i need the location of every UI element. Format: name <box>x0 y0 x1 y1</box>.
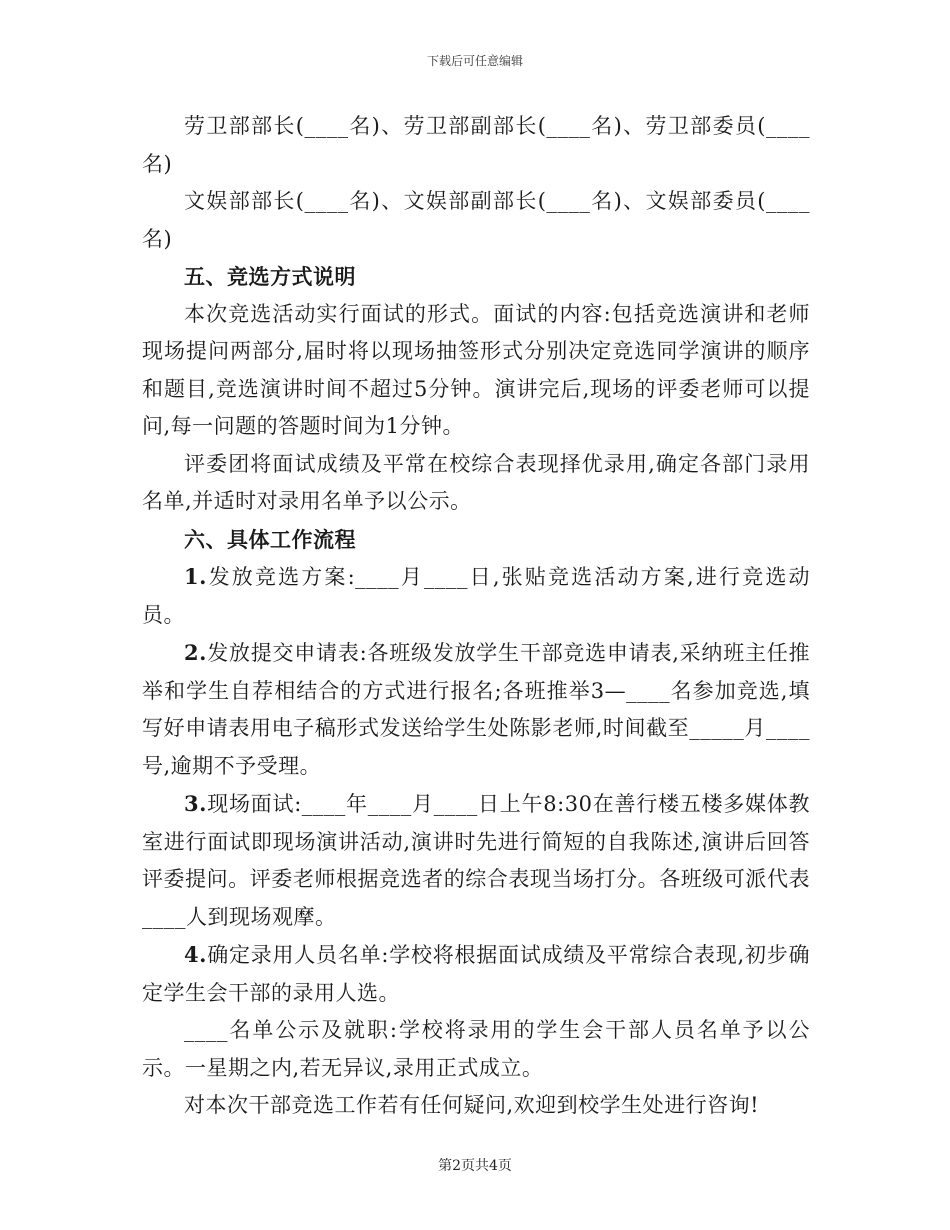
step-1: 1.发放竞选方案:____月____日,张贴竞选活动方案,进行竞选动员。 <box>142 564 810 627</box>
paragraph-contact: 对本次干部竞选工作若有任何疑问,欢迎到校学生处进行咨询! <box>184 1093 760 1117</box>
section-heading-5: 五、竞选方式说明 <box>184 264 356 289</box>
document-body <box>142 108 810 1125</box>
paragraph-publicity: ____名单公示及就职:学校将录用的学生会干部人员名单予以公示。一星期之内,若无异议,录用正式成立。 <box>142 1018 810 1080</box>
paragraph-labor-dept: 劳卫部部长(____名)、劳卫部副部长(____名)、劳卫部委员(____名) <box>142 114 810 176</box>
paragraph-election-method: 本次竞选活动实行面试的形式。面试的内容:包括竞选演讲和老师现场提问两部分,届时将以现场抽签形式分别决定竞选同学演讲的顺序和题目,竞选演讲时间不超过5分钟。演讲完后,现场的评委老师可以提问,每一问题的答题时间为1分钟。 <box>142 301 810 438</box>
paragraph-selection: 评委团将面试成绩及平常在校综合表现择优录用,确定各部门录用名单,并适时对录用名单予以公示。 <box>142 451 810 513</box>
section-heading-6: 六、具体工作流程 <box>184 526 356 552</box>
paragraph-entertainment-dept: 文娱部部长(____名)、文娱部副部长(____名)、文娱部委员(____名) <box>142 189 810 251</box>
step-4: 4.确定录用人员名单:学校将根据面试成绩及平常综合表现,初步确定学生会干部的录用人选。 <box>142 942 810 1005</box>
step-number: 1. <box>184 564 207 589</box>
step-2: 2.发放提交申请表:各班级发放学生干部竞选申请表,采纳班主任推举和学生自荐相结合的方式进行报名;各班推举3—____名参加竞选,填写好申请表用电子稿形式发送给学生处陈影老师,时间截至_____月____号,逾期不予受理。 <box>142 640 810 778</box>
step-number: 2. <box>184 640 207 665</box>
page-footer: 第2页共4页 <box>438 1158 512 1174</box>
step-3: 3.现场面试:____年____月____日上午8:30在善行楼五楼多媒体教室进行面试即现场演讲活动,演讲时先进行简短的自我陈述,演讲后回答评委提问。评委老师根据竞选者的综合表现当场打分。各班级可派代表____人到现场观摩。 <box>142 791 810 929</box>
step-number: 4. <box>184 942 207 967</box>
step-number: 3. <box>184 791 207 816</box>
page-header: 下载后可任意编辑 <box>426 54 523 68</box>
